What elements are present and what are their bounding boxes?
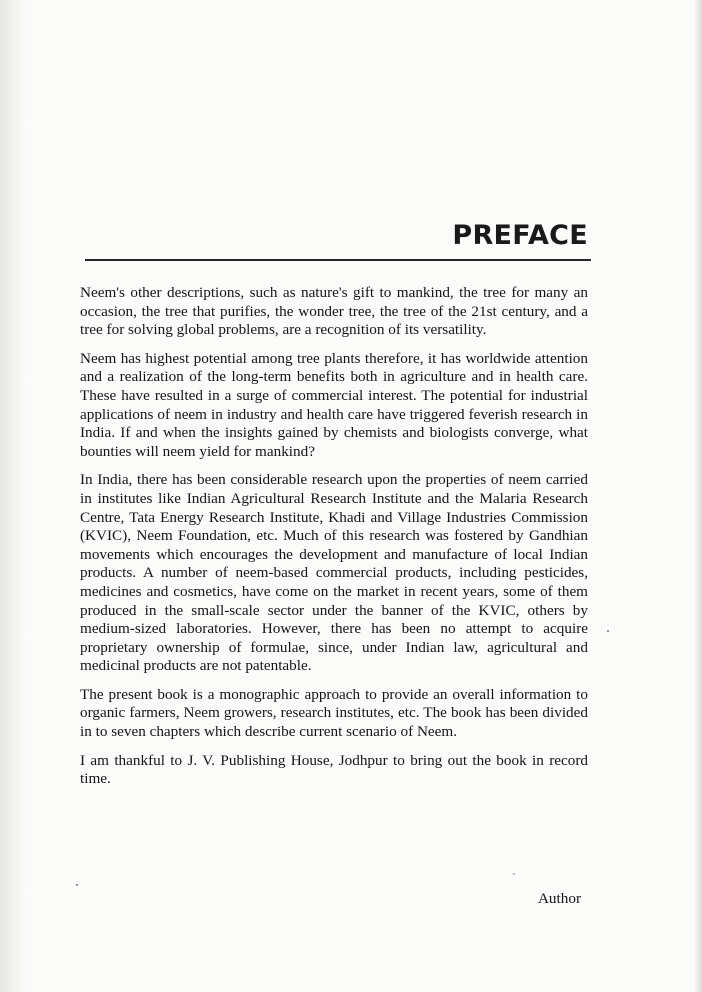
preface-body: [80, 284, 588, 799]
paragraph-1: Neem's other descriptions, such as nature's gift to mankind, the tree for many an occasion, the tree that purifies, the wonder tree, the tree of the 21st century, and a tree for solving global problems, are a recognition of its versatility.: [80, 284, 588, 339]
paragraph-2: Neem has highest potential among tree plants therefore, it has worldwide attention and a realization of the long-term benefits both in agriculture and in health care. These have resulted in a surge of commercial interest. The potential for industrial applications of neem in industry and health care have triggered feverish research in India. If and when the insights gained by chemists and biologists converge, what bounties will neem yield for mankind?: [80, 349, 588, 460]
scan-left-edge: [0, 0, 26, 992]
scan-speck: [76, 884, 78, 886]
author-signature: Author: [537, 890, 581, 907]
paragraph-3: In India, there has been considerable research upon the properties of neem carried in institutes like Indian Agricultural Research Institute and the Malaria Research Centre, Tata Energy Research Institute, Khadi and Village Industries Commission (KVIC), Neem Foundation, etc. Much of this research was fostered by Gandhian movements which encourages the development and manufacture of local Indian products. A number of neem-based commercial products, including pesticides, medicines and cosmetics, have come on the market in recent years, some of them produced in the small-scale sector under the banner of the KVIC, others by medium-sized laboratories. However, there has been no attempt to acquire proprietary ownership of formulae, since, under Indian law, agricultural and medicinal products are not patentable.: [80, 471, 588, 675]
paragraph-5: I am thankful to J. V. Publishing House, Jodhpur to bring out the book in record time.: [80, 751, 588, 788]
title-underline: [85, 259, 591, 261]
paragraph-4: The present book is a monographic approach to provide an overall information to organic farmers, Neem growers, research institutes, etc. The book has been divided in to seven chapters which describe current scenario of Neem.: [80, 685, 588, 741]
page-title: PREFACE: [452, 220, 588, 251]
scan-speck: [513, 873, 515, 875]
scan-speck: [607, 630, 609, 632]
scan-right-edge: [694, 0, 702, 992]
